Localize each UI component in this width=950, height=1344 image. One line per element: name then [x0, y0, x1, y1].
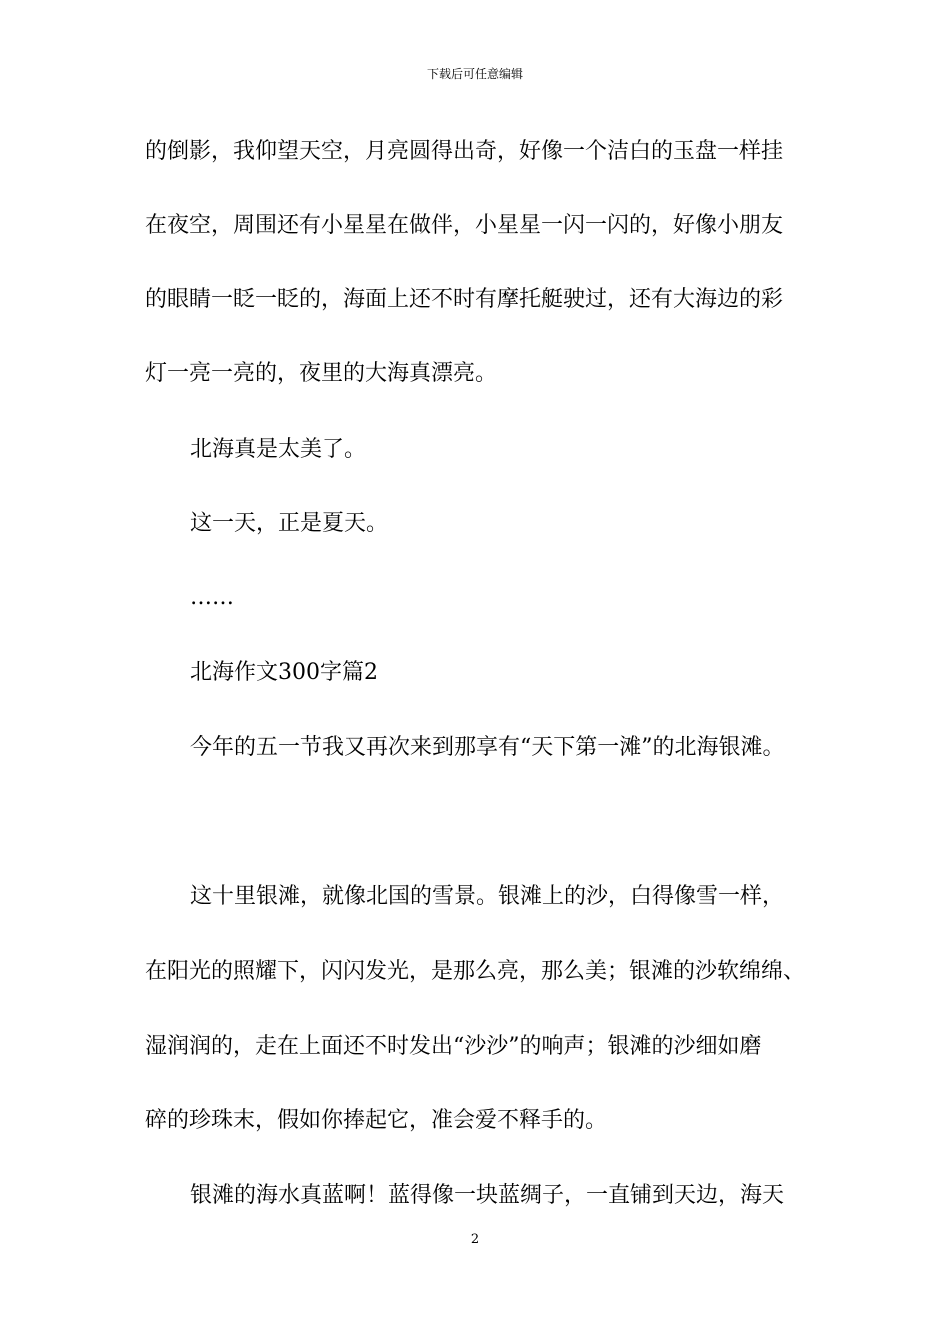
paragraph-line: 的倒影，我仰望天空，月亮圆得出奇，好像一个洁白的玉盘一样挂 [145, 139, 784, 164]
paragraph-line: 的眼睛一眨一眨的，海面上还不时有摩托艇驶过，还有大海边的彩 [145, 287, 784, 312]
ellipsis-line: …… [190, 585, 234, 610]
paragraph-line: 这一天，正是夏天。 [190, 511, 389, 536]
paragraph-line: 灯一亮一亮的，夜里的大海真漂亮。 [145, 361, 498, 386]
paragraph-line: 碎的珍珠末，假如你捧起它，准会爱不释手的。 [145, 1108, 608, 1133]
paragraph-line: 这十里银滩，就像北国的雪景。银滩上的沙，白得像雪一样， [190, 884, 785, 909]
paragraph-line: 湿润润的，走在上面还不时发出“沙沙”的响声；银滩的沙细如磨 [145, 1034, 762, 1059]
paragraph-line: 北海真是太美了。 [190, 437, 367, 462]
page-number: 2 [470, 1232, 480, 1247]
section-heading: 北海作文300字篇2 [190, 660, 378, 685]
paragraph-line: 银滩的海水真蓝啊！蓝得像一块蓝绸子，一直铺到天边，海天 [190, 1183, 785, 1208]
page-header: 下载后可任意编辑 [426, 67, 523, 81]
paragraph-line: 今年的五一节我又再次来到那享有“天下第一滩”的北海银滩。 [190, 735, 785, 760]
paragraph-line: 在阳光的照耀下，闪闪发光，是那么亮，那么美；银滩的沙软绵绵、 [145, 959, 806, 984]
paragraph-line: 在夜空，周围还有小星星在做伴，小星星一闪一闪的，好像小朋友 [145, 213, 784, 238]
